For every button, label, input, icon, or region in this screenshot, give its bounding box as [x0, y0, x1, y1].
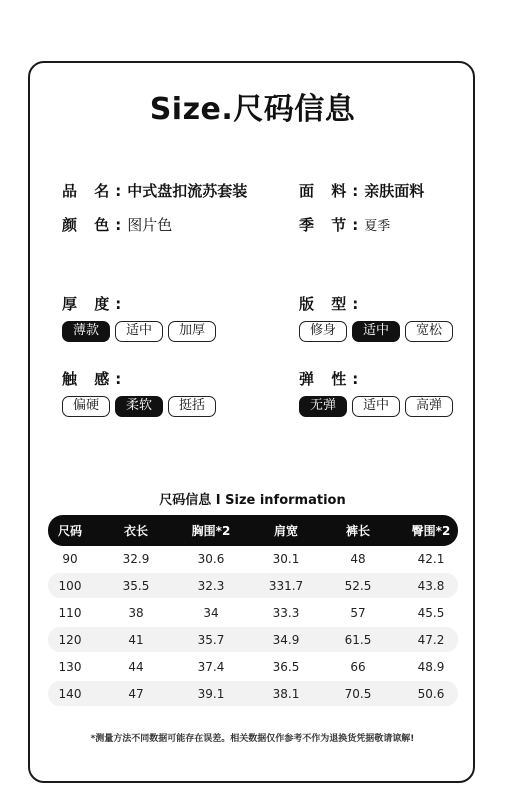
table-cell: 37.4 [197, 659, 225, 674]
fabric-row [299, 180, 424, 201]
table-header-cell: 肩宽 [273, 524, 298, 538]
color-value: 图片色 [127, 216, 173, 234]
table-cell: 32.3 [197, 578, 225, 593]
table-cell: 43.8 [417, 578, 445, 593]
table-cell: 140 [58, 686, 82, 701]
table-header-cell: 臀围*2 [411, 524, 451, 538]
table-cell: 120 [58, 632, 82, 647]
table-cell: 45.5 [417, 605, 445, 620]
fabric-value: 亲肤面料 [364, 182, 425, 200]
season-value: 夏季 [364, 219, 391, 234]
touch-option: 柔软 [115, 396, 163, 417]
table-cell: 44 [128, 659, 144, 674]
product-name-row [62, 180, 247, 201]
table-cell: 130 [58, 659, 82, 674]
touch-option: 挺括 [168, 396, 216, 417]
elasticity-option: 适中 [352, 396, 400, 417]
table-cell: 30.1 [272, 551, 300, 566]
table-cell: 36.5 [272, 659, 300, 674]
elasticity-options [299, 396, 453, 417]
season-label: 季 节: [299, 216, 365, 234]
thickness-option: 加厚 [168, 321, 216, 342]
table-cell: 47 [128, 686, 144, 701]
table-row [48, 546, 458, 571]
table-cell: 30.6 [197, 551, 225, 566]
table-row [48, 654, 458, 679]
table-cell: 32.9 [122, 551, 150, 566]
table-header [48, 515, 458, 546]
table-cell: 41 [128, 632, 144, 647]
table-cell: 34 [203, 605, 219, 620]
table-header-cell: 衣长 [123, 524, 148, 538]
table-cell: 331.7 [268, 578, 304, 593]
table-row [48, 627, 458, 652]
thickness-options [62, 321, 216, 342]
fabric-label: 面 料: [299, 182, 365, 200]
table-title: 尺码信息 I Size information [159, 493, 346, 508]
fit-option: 宽松 [405, 321, 453, 342]
product-name-label: 品 名: [62, 182, 128, 200]
fit-label: 版 型: [299, 295, 365, 313]
table-cell: 48.9 [417, 659, 445, 674]
table-cell: 50.6 [417, 686, 445, 701]
table-cell: 100 [58, 578, 82, 593]
table-cell: 38 [128, 605, 144, 620]
table-row [48, 600, 458, 625]
table-cell: 35.7 [197, 632, 225, 647]
page-title: Size.尺码信息 [149, 92, 356, 127]
product-name-value: 中式盘扣流苏套装 [127, 182, 248, 200]
thickness-option: 适中 [115, 321, 163, 342]
table-cell: 33.3 [272, 605, 300, 620]
table-cell: 66 [350, 659, 366, 674]
table-cell: 38.1 [272, 686, 300, 701]
touch-label: 触 感: [62, 370, 128, 388]
touch-options [62, 396, 216, 417]
table-row [48, 573, 458, 598]
fit-option: 适中 [352, 321, 400, 342]
color-row [62, 214, 172, 235]
fit-option: 修身 [299, 321, 347, 342]
table-cell: 42.1 [417, 551, 445, 566]
season-row [299, 214, 390, 235]
table-header-cell: 胸围*2 [191, 524, 231, 538]
table-cell: 47.2 [417, 632, 445, 647]
table-cell: 110 [58, 605, 82, 620]
table-cell: 61.5 [344, 632, 372, 647]
elasticity-option: 无弹 [299, 396, 347, 417]
disclaimer-note: *测量方法不同数据可能存在误差。相关数据仅作参考不作为退换货凭据敬请谅解! [90, 734, 415, 744]
table-cell: 70.5 [344, 686, 372, 701]
table-cell: 34.9 [272, 632, 300, 647]
fit-options [299, 321, 453, 342]
table-cell: 39.1 [197, 686, 225, 701]
table-cell: 35.5 [122, 578, 150, 593]
table-cell: 90 [62, 551, 78, 566]
elasticity-label: 弹 性: [299, 370, 365, 388]
touch-option: 偏硬 [62, 396, 110, 417]
table-cell: 52.5 [344, 578, 372, 593]
elasticity-option: 高弹 [405, 396, 453, 417]
table-cell: 48 [350, 551, 366, 566]
color-label: 颜 色: [62, 216, 128, 234]
thickness-option: 薄款 [62, 321, 110, 342]
table-row [48, 681, 458, 706]
table-header-cell: 尺码 [57, 524, 82, 538]
thickness-label: 厚 度: [62, 295, 128, 313]
table-header-cell: 裤长 [345, 524, 370, 538]
table-cell: 57 [350, 605, 366, 620]
